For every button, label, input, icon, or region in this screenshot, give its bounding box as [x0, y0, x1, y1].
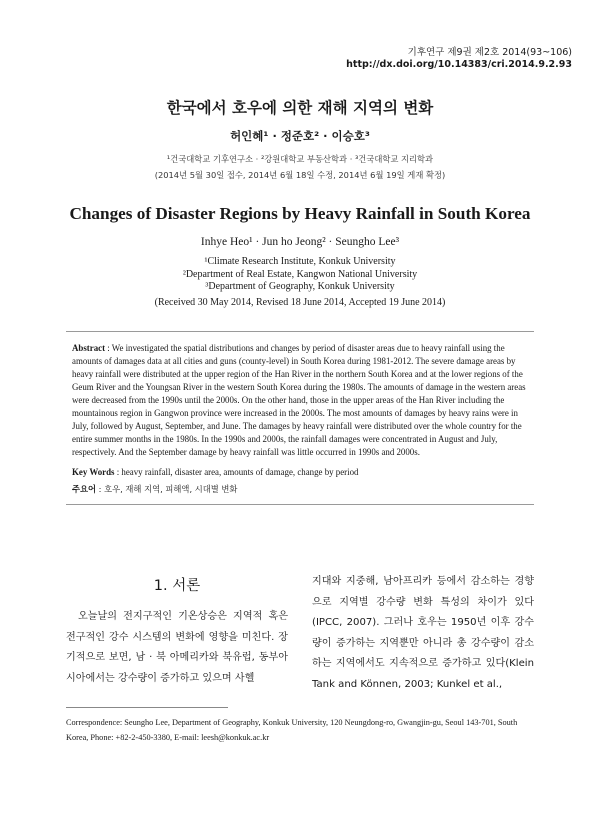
affiliation-line: ²Department of Real Estate, Kangwon National University	[182, 268, 418, 280]
affiliation-line: ³Department of Geography, Konkuk University	[205, 281, 395, 293]
body-right-column: 지대와 지중해, 남아프리카 등에서 감소하는 경향으로 지역별 강수량 변화 특성의 차이가 있다(IPCC, 2007). 그러나 호우는 1950년 이후 강수량이 증가하는 지역뿐만 아니라 총 강수량이 감소하는 지역에서도 지속적으로 증가하고 있다(Klein Tank and Können, 2003; Kunkel et al.,	[312, 576, 534, 690]
journal-citation: 기후연구 제9권 제2호 2014(93~106)	[407, 47, 572, 58]
korean-authors: 허인혜¹ · 정준호² · 이승호³	[230, 129, 370, 143]
keywords-korean-text: : 호우, 재해 지역, 피해액, 시대별 변화	[96, 484, 238, 495]
abstract-text: : We investigated the spatial distributions and changes by period of disaster areas due to heavy rainfall using the amounts of damages data at all cities and guns (county-level) in South Korea during 1981-2012. The severe damage areas by heavy rainfall were distributed at the upper region of the Han River in the northern South Korea and at the lower regions of the Geum River and the Youngsan River in the western South Korea during the 1980s. The amounts of damage in the western areas were decreased from the 1990s until the 2000s. On the other hand, those in the upper areas of the Han River including the mountainous region in Gangwon province were increased in the 2000s. The most amounts of damages by heavy rains were in July, followed by August, September, and June. The damages by heavy rainfall were distributed over the whole country for the entire summer months in the 1980s. In the 1990s and 2000s, the rainfall damages were concentrated in August and July, respectively. And the September damage by heavy rainfall was little occurred in 1990s and 2000s.	[72, 343, 526, 458]
doi-link[interactable]: http://dx.doi.org/10.14383/cri.2014.9.2.93	[346, 59, 572, 70]
english-title: Changes of Disaster Regions by Heavy Rainfall in South Korea	[69, 204, 531, 223]
keywords	[72, 467, 528, 477]
body-left-column: 오늘날의 전지구적인 기온상승은 지역적 혹은 전구적인 강수 시스템의 변화에 영향을 미친다. 장기적으로 보면, 남 · 북 아메리카와 북유럽, 동부아시아에서는 강수량이 증가하고 있으며 사헬	[66, 611, 288, 684]
korean-dates: (2014년 5월 30일 접수, 2014년 6월 18일 수정, 2014년 6월 19일 게재 확정)	[154, 170, 446, 180]
english-authors: Inhye Heo¹ · Jun ho Jeong² · Seungho Lee³	[200, 236, 400, 248]
english-dates: (Received 30 May 2014, Revised 18 June 2014, Accepted 19 June 2014)	[154, 297, 446, 308]
keywords-korean	[72, 483, 528, 495]
correspondence-footnote: Correspondence: Seungho Lee, Department of Geography, Konkuk University, 120 Neungdong-ro, Gwangjin-gu, Seoul 143-701, South Korea, Phone: +82-2-450-3380, E-mail: leesh@konkuk.ac.kr	[66, 718, 518, 742]
korean-affiliations: ¹건국대학교 기후연구소 · ²강원대학교 부동산학과 · ³건국대학교 지리학과	[166, 154, 434, 164]
section-heading: 1. 서론	[153, 578, 201, 594]
keywords-label: Key Words	[72, 467, 115, 478]
abstract-label: Abstract	[72, 343, 106, 353]
abstract-box	[66, 331, 534, 505]
korean-title: 한국에서 호우에 의한 재해 지역의 변화	[166, 99, 434, 117]
affiliation-line: ¹Climate Research Institute, Konkuk University	[204, 256, 396, 267]
footnote-divider	[66, 707, 228, 708]
keywords-korean-label: 주요어	[72, 484, 97, 495]
abstract	[72, 342, 528, 459]
keywords-text: : heavy rainfall, disaster area, amounts of damage, change by period	[114, 467, 359, 478]
english-affiliations	[0, 256, 600, 294]
